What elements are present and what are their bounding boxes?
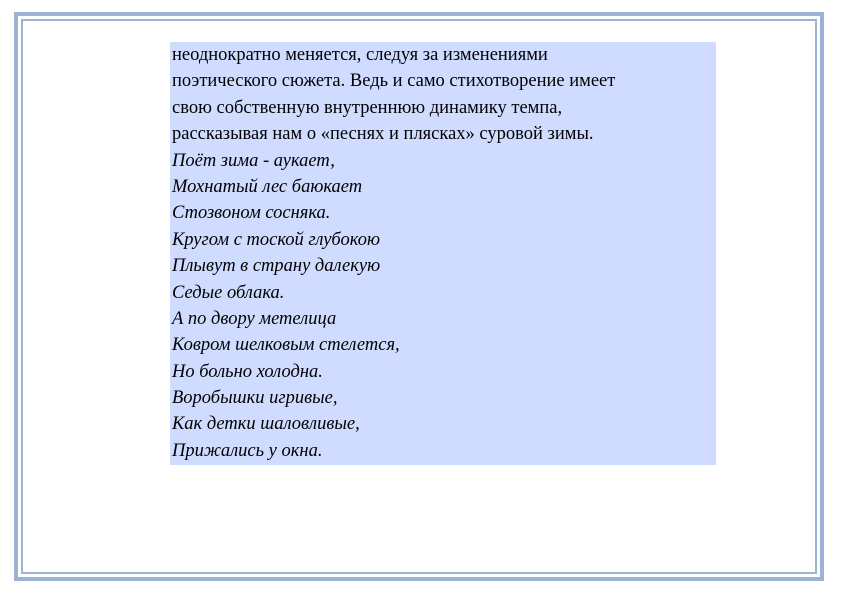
poem-line: Ковром шелковым стелется, [172, 335, 400, 356]
text-box [170, 42, 716, 465]
poem-line: Как детки шаловливые, [172, 414, 360, 435]
prose-line: рассказывая нам о «песнях и плясках» суровой зимы. [172, 124, 594, 145]
poem-line: Стозвоном сосняка. [172, 203, 331, 224]
poem-line: Прижались у окна. [172, 440, 323, 461]
poem-line: Седые облака. [172, 282, 285, 303]
prose-line: поэтического сюжета. Ведь и само стихотворение имеет [172, 71, 616, 92]
poem-line: Поёт зима - аукает, [172, 150, 335, 171]
poem-line: Мохнатый лес баюкает [172, 176, 363, 197]
poem-line: Воробышки игривые, [172, 388, 338, 409]
poem-line: Кругом с тоской глубокою [172, 229, 380, 250]
poem-line: Но больно холодна. [172, 361, 323, 382]
prose-line: неоднократно меняется, следуя за изменениями [172, 45, 548, 65]
prose-line: свою собственную внутреннюю динамику темпа, [172, 97, 563, 118]
poem-line: А по двору метелица [172, 308, 337, 329]
poem-line: Плывут в страну далекую [172, 256, 381, 277]
